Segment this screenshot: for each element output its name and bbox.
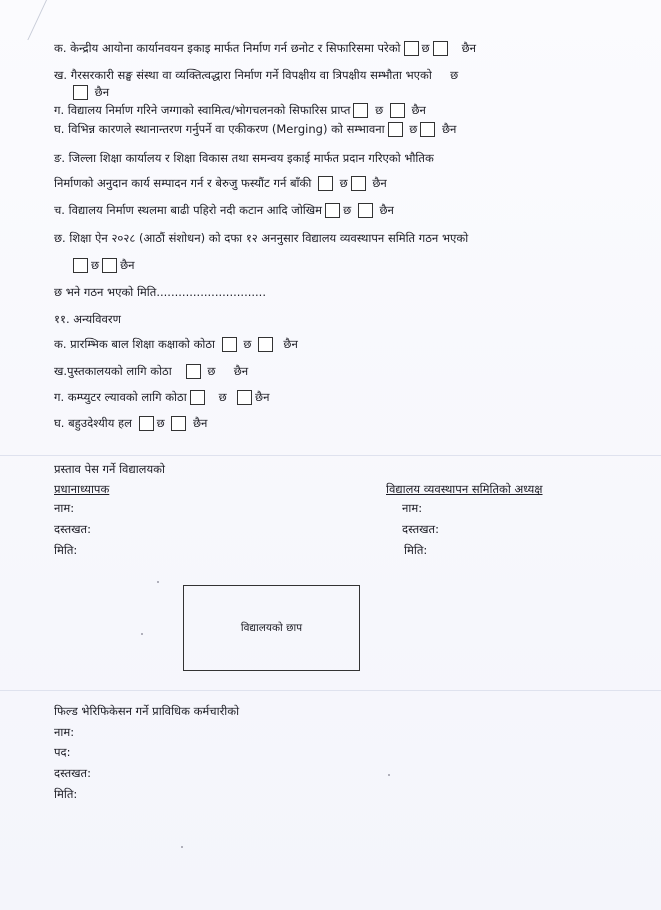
scan-speck bbox=[388, 774, 390, 776]
smc-name-label: नाम: bbox=[402, 501, 423, 515]
yes-label: छ bbox=[218, 390, 227, 404]
checkbox-yes[interactable] bbox=[73, 258, 88, 273]
checkbox-no[interactable] bbox=[237, 390, 252, 405]
item-ga bbox=[54, 102, 426, 118]
item-chha-date bbox=[54, 284, 266, 300]
item-text: निर्माणको अनुदान कार्य सम्पादन गर्न र बेरुजु फस्यौंट गर्न बाँकी bbox=[54, 176, 312, 190]
no-label: छैन bbox=[372, 176, 387, 190]
item-kha bbox=[54, 67, 458, 83]
section-11-title: ११. अन्यविवरण bbox=[54, 312, 121, 326]
verifier-date-label: मिति: bbox=[54, 787, 78, 801]
item-cha bbox=[54, 202, 394, 218]
item-text: छ. शिक्षा ऐन २०२८ (आठौं संशोधन) को दफा १२ अननुसार विद्यालय व्यवस्थापन समिति गठन भएको bbox=[54, 231, 469, 245]
item-text: ग. विद्यालय निर्माण गरिने जग्गाको स्वामित्व/भोगचलनको सिफारिस प्राप्त bbox=[54, 103, 351, 117]
headmaster-name-label: नाम: bbox=[54, 501, 75, 515]
checkbox-yes[interactable] bbox=[190, 390, 205, 405]
no-label: छैन bbox=[441, 122, 457, 136]
yes-label: छ bbox=[207, 364, 216, 378]
verifier-signature-label: दस्तखत: bbox=[54, 766, 91, 780]
no-label: छैन bbox=[193, 416, 208, 430]
s11-item-gha bbox=[54, 415, 207, 431]
smc-signature-label: दस्तखत: bbox=[402, 522, 439, 536]
item-nga-cont bbox=[54, 175, 387, 191]
item-gha bbox=[54, 121, 456, 137]
no-label: छैन bbox=[94, 85, 110, 99]
verification-heading: फिल्ड भेरिफिकेसन गर्ने प्राविधिक कर्मचारीको bbox=[54, 704, 240, 718]
headmaster-date-label: मिति: bbox=[54, 543, 78, 557]
checkbox-no[interactable] bbox=[358, 203, 373, 218]
item-text: ख. गैरसरकारी सङ्घ संस्था वा व्यक्तित्वद्धारा निर्माण गर्ने विपक्षीय वा त्रिपक्षीय सम्भौता भएको bbox=[54, 68, 432, 82]
item-text: ख.पुस्तकालयको लागि कोठा bbox=[54, 364, 172, 378]
yes-label: छ bbox=[243, 337, 252, 351]
scan-speck bbox=[141, 633, 143, 635]
yes-label: छ bbox=[91, 258, 100, 272]
item-text: क. केन्द्रीय आयोना कार्यानवयन इकाइ मार्फत निर्माण गर्न छनोट र सिफारिसमा परेको bbox=[54, 41, 401, 55]
yes-label: छ bbox=[343, 203, 352, 217]
s11-item-kha bbox=[54, 363, 248, 379]
item-text: क. प्रारम्भिक बाल शिक्षा कक्षाको कोठा bbox=[54, 337, 216, 351]
yes-label: छ bbox=[339, 176, 348, 190]
yes-label: छ bbox=[375, 103, 384, 117]
proposal-heading: प्रस्ताव पेस गर्ने विद्यालयको bbox=[54, 462, 165, 476]
headmaster-signature-label: दस्तखत: bbox=[54, 522, 91, 536]
item-ka bbox=[54, 40, 476, 56]
no-label: छैन bbox=[411, 103, 426, 117]
smc-chair-title: विद्यालय व्यवस्थापन समितिको अध्यक्ष bbox=[386, 482, 543, 496]
checkbox-no[interactable] bbox=[390, 103, 405, 118]
item-chha bbox=[54, 230, 468, 246]
fold-line bbox=[0, 455, 661, 456]
yes-label: छ bbox=[156, 416, 165, 430]
yes-label: छ bbox=[409, 122, 418, 136]
item-text: घ. बहुउदेश्यीय हल bbox=[54, 416, 132, 430]
smc-date-label: मिति: bbox=[404, 543, 428, 557]
item-text: छ भने गठन भएको मिति.............................. bbox=[54, 285, 266, 299]
checkbox-yes[interactable] bbox=[388, 122, 403, 137]
verifier-post-label: पद: bbox=[54, 745, 71, 759]
s11-item-ga bbox=[54, 389, 270, 405]
item-text: घ. विभिन्न कारणले स्थानान्तरण गर्नुपर्ने वा एकीकरण (Merging) को सम्भावना bbox=[54, 122, 385, 136]
checkbox-no[interactable] bbox=[171, 416, 186, 431]
checkbox-yes[interactable] bbox=[222, 337, 237, 352]
checkbox-yes[interactable] bbox=[318, 176, 333, 191]
school-stamp-box bbox=[183, 585, 360, 671]
no-label: छैन bbox=[283, 337, 298, 351]
checkbox-no[interactable] bbox=[73, 85, 88, 100]
checkbox-yes[interactable] bbox=[404, 41, 419, 56]
checkbox-no[interactable] bbox=[102, 258, 117, 273]
no-label: छैन bbox=[379, 203, 394, 217]
verifier-name-label: नाम: bbox=[54, 725, 75, 739]
checkbox-no[interactable] bbox=[258, 337, 273, 352]
scan-speck bbox=[157, 581, 159, 583]
s11-item-ka bbox=[54, 336, 298, 352]
item-text: ङ. जिल्ला शिक्षा कार्यालय र शिक्षा विकास तथा समन्वय इकाई मार्फत प्रदान गरिएको भौतिक bbox=[54, 151, 434, 165]
checkbox-yes[interactable] bbox=[186, 364, 201, 379]
checkbox-yes[interactable] bbox=[139, 416, 154, 431]
no-label: छैन bbox=[120, 258, 135, 272]
checkbox-no[interactable] bbox=[420, 122, 435, 137]
checkbox-yes[interactable] bbox=[353, 103, 368, 118]
no-label: छैन bbox=[233, 364, 249, 378]
checkbox-no[interactable] bbox=[433, 41, 448, 56]
stamp-label: विद्यालयको छाप bbox=[240, 622, 303, 634]
item-chha-choices bbox=[70, 257, 135, 273]
fold-line bbox=[0, 690, 661, 691]
item-kha-choices bbox=[70, 84, 109, 100]
no-label: छैन bbox=[461, 41, 477, 55]
headmaster-title: प्रधानाध्यापक bbox=[54, 482, 110, 496]
item-nga bbox=[54, 150, 434, 166]
item-text: च. विद्यालय निर्माण स्थलमा बाढी पहिरो नदी कटान आदि जोखिम bbox=[54, 203, 323, 217]
scan-speck bbox=[181, 846, 183, 848]
no-label: छैन bbox=[255, 390, 270, 404]
item-text: ग. कम्प्युटर ल्यावको लागि कोठा bbox=[54, 390, 187, 404]
checkbox-yes[interactable] bbox=[325, 203, 340, 218]
yes-label: छ bbox=[421, 41, 430, 55]
checkbox-no[interactable] bbox=[351, 176, 366, 191]
yes-label: छ bbox=[450, 68, 459, 82]
page-edge-shadow bbox=[0, 0, 47, 40]
